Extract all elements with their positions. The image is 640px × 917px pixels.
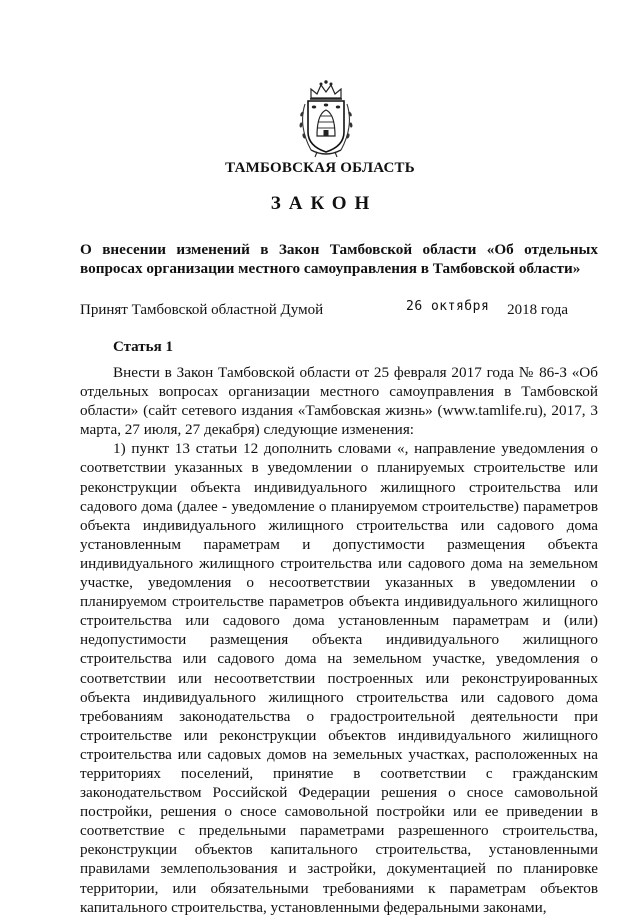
law-title: О внесении изменений в Закон Тамбовской области «Об отдельных вопросах организации местного самоуправления в Тамбовской области» <box>80 241 598 277</box>
paragraph: 1) пункт 13 статьи 12 дополнить словами «, направление уведомления о соответствии указанных в уведомлении о планируемых строительстве или реконструкции объекта индивидуального жилищного строительства или садового дома (далее - уведомление о планируемом строительстве) параметров объекта индивидуального жилищного строительства или садового дома установленным параметрам и допустимости размещения объекта индивидуального жилищного строительства или садового дома на земельном участке, уведомления о несоответствии указанных в уведомлении о планируемом строительстве параметров объекта индивидуального жилищного строительства или садового дома установленным параметрам и (или) недопустимости размещения объекта индивидуального жилищного строительства или садового дома на земельном участке, уведомления о соответствии или несоответствии построенных или реконструированных объекта индивидуального жилищного строительства или садового дома требованиям законодательства о градостроительной деятельности при строительстве или реконструкции объектов индивидуального жилищного строительства или садовых домов на земельных участках, расположенных на территориях поселений, принятие в соответствии с гражданским законодательством Российской Федерации решения о сносе самовольной постройки, решения о сносе самовольной постройки или ее приведении в соответствие с предельными параметрами разрешенного строительства, реконструкции объектов капитального строительства, установленными правилами землепользования и застройки, документацией по планировке территории, или обязательными требованиями к параметрам объектов капитального строительства, установленными федеральными законами, <box>80 440 598 916</box>
adoption-year: 2018 года <box>507 302 568 318</box>
region-name: ТАМБОВСКАЯ ОБЛАСТЬ <box>225 160 415 176</box>
coat-of-arms-icon <box>297 80 355 158</box>
paragraph: Внести в Закон Тамбовской области от 25 февраля 2017 года № 86-З «Об отдельных вопросах организации местного самоуправления в Тамбовской области» (сайт сетевого издания «Тамбовская жизнь» (www.tamlife.ru), 2017, 3 марта, 27 июля, 27 декабря) следующие изменения: <box>80 364 598 439</box>
adopted-by-text: Принят Тамбовской областной Думой <box>80 302 324 318</box>
document-type-heading: ЗАКОН <box>270 193 378 214</box>
adoption-line <box>80 299 598 322</box>
article-heading: Статья 1 <box>113 339 173 355</box>
adoption-date-stamp: 26 октября <box>406 299 490 314</box>
article-body <box>80 363 598 917</box>
